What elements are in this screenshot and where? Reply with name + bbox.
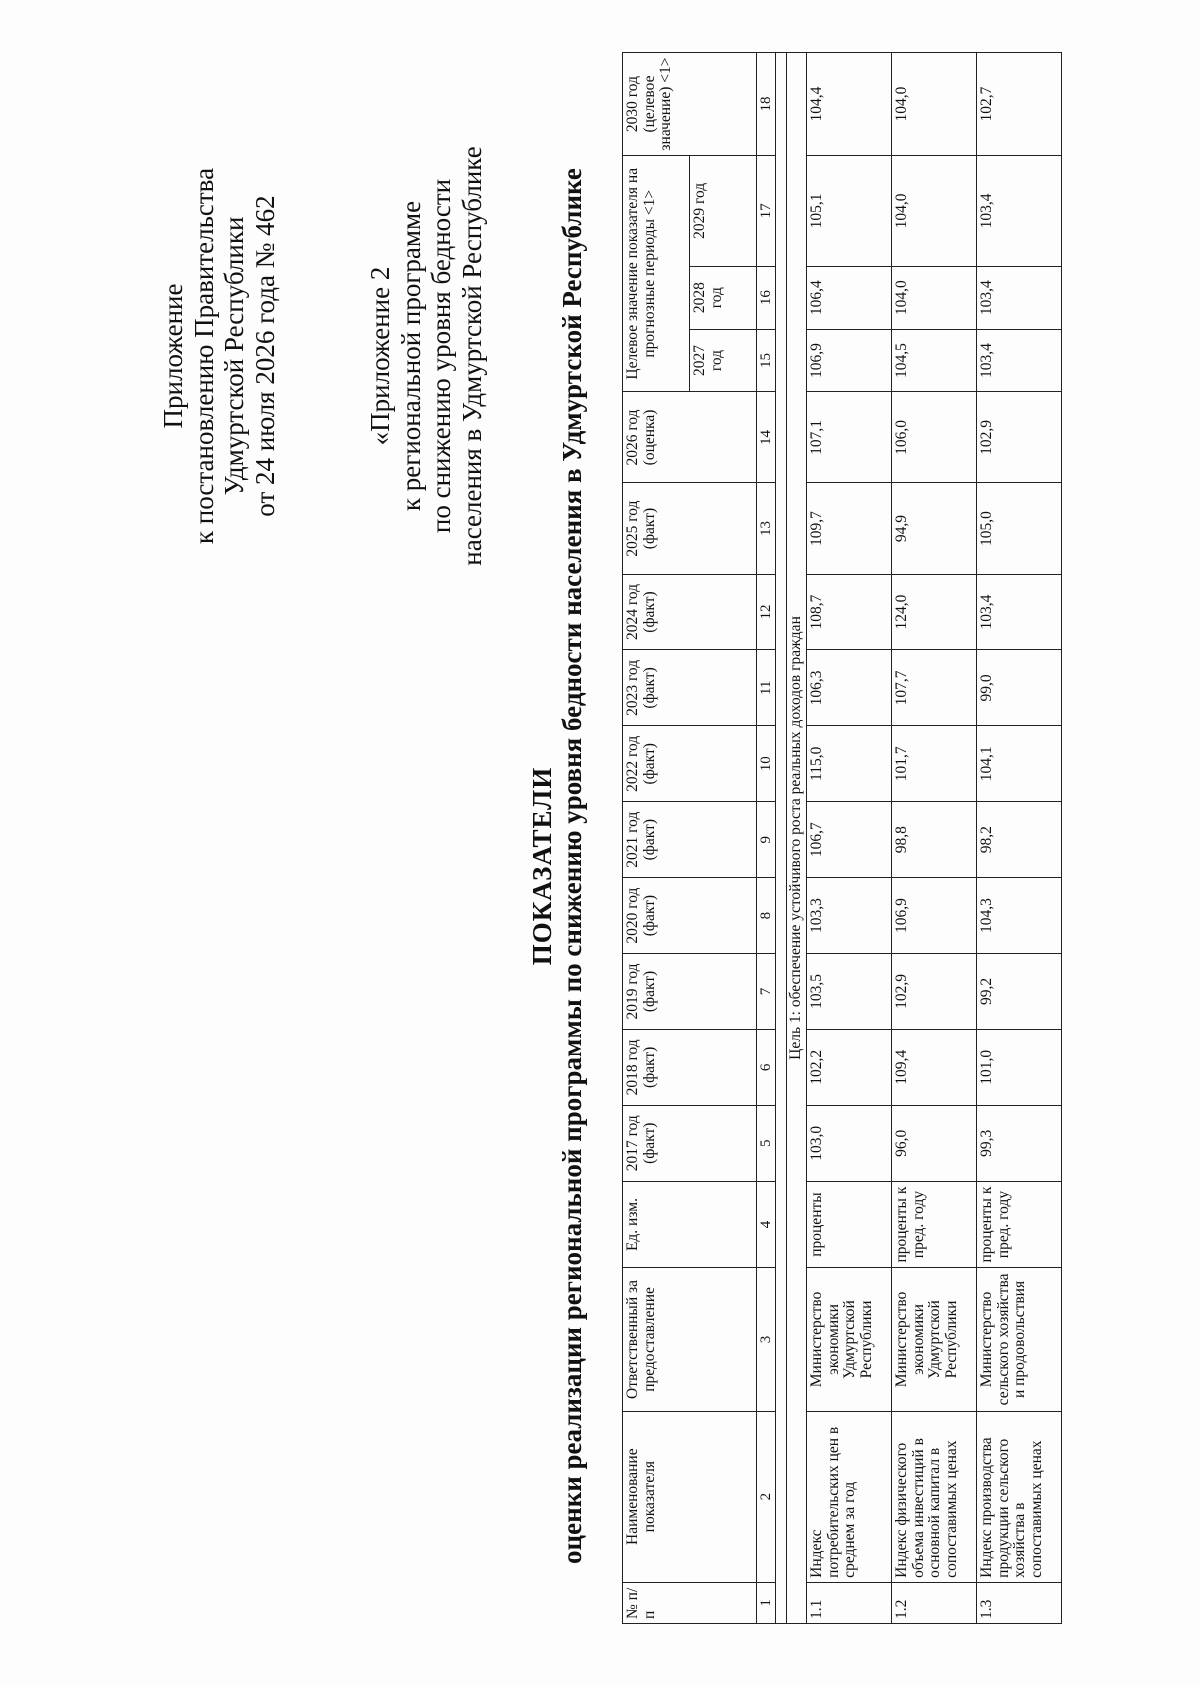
col-number: 3 (757, 1268, 776, 1411)
goal-text: Цель 1: обеспечение устойчивого роста реальных доходов граждан (787, 53, 807, 1624)
cell-2028: 103,4 (976, 266, 1061, 329)
cell-2029: 103,4 (976, 156, 1061, 267)
appendix-line-3: Удмуртской Республики (219, 216, 249, 496)
header-2022: 2022 год (факт) (623, 726, 757, 802)
cell-2026: 107,1 (806, 392, 891, 483)
header-num: № п/п (623, 1582, 757, 1623)
header-2017: 2017 год (факт) (623, 1105, 757, 1181)
col-number: 14 (757, 392, 776, 483)
col-number: 13 (757, 483, 776, 574)
row-name: Индекс производства продукции сельского хозяйства в сопоставимых ценах (976, 1411, 1061, 1582)
cell-2018: 101,0 (976, 1029, 1061, 1105)
table-row (976, 53, 1061, 1624)
cell-2024: 103,4 (976, 574, 1061, 650)
cell-2019: 102,9 (891, 954, 976, 1030)
cell-2020: 103,3 (806, 878, 891, 954)
header-row (623, 53, 690, 1624)
header-2019: 2019 год (факт) (623, 954, 757, 1030)
header-unit: Ед. изм. (623, 1181, 757, 1268)
header-2018: 2018 год (факт) (623, 1029, 757, 1105)
cell-2027: 104,5 (891, 329, 976, 392)
col-number: 12 (757, 574, 776, 650)
col-number: 17 (757, 156, 776, 267)
cell-2019: 103,5 (806, 954, 891, 1030)
title-subtitle: оценки реализации региональной программы по снижению уровня бедности населения в Удмуртской Республике (556, 168, 587, 1564)
cell-2024: 108,7 (806, 574, 891, 650)
col-number: 5 (757, 1105, 776, 1181)
cell-2024: 124,0 (891, 574, 976, 650)
col-number: 9 (757, 802, 776, 878)
cell-2020: 106,9 (891, 878, 976, 954)
header-2021: 2021 год (факт) (623, 802, 757, 878)
cell-2022: 104,1 (976, 726, 1061, 802)
annex-line-2: к региональной программе (395, 200, 426, 512)
col-number: 6 (757, 1029, 776, 1105)
cell-2025: 105,0 (976, 483, 1061, 574)
row-unit: проценты к пред. году (891, 1181, 976, 1268)
annex-line-3: по снижению уровня бедности (426, 178, 456, 534)
col-number: 18 (757, 53, 776, 156)
cell-2021: 106,7 (806, 802, 891, 878)
spacer-row (776, 53, 787, 1624)
col-number: 4 (757, 1181, 776, 1268)
annex-line-1: «Приложение 2 (365, 266, 395, 446)
cell-2030: 102,7 (976, 53, 1061, 156)
cell-2021: 98,2 (976, 802, 1061, 878)
cell-2029: 105,1 (806, 156, 891, 267)
cell-2030: 104,0 (891, 53, 976, 156)
cell-2028: 104,0 (891, 266, 976, 329)
cell-2019: 99,2 (976, 954, 1061, 1030)
row-responsible: Министерство экономики Удмуртской Республики (806, 1268, 891, 1411)
row-responsible: Министерство сельского хозяйства и продовольствия (976, 1268, 1061, 1411)
row-unit: проценты к пред. году (976, 1181, 1061, 1268)
indicators-table (622, 52, 1062, 1624)
annex-header (365, 56, 487, 656)
header-2024: 2024 год (факт) (623, 574, 757, 650)
cell-2020: 104,3 (976, 878, 1061, 954)
goal-row (787, 53, 807, 1624)
cell-2028: 106,4 (806, 266, 891, 329)
header-2029: 2029 год (690, 156, 757, 267)
cell-2027: 106,9 (806, 329, 891, 392)
cell-2023: 107,7 (891, 650, 976, 726)
cell-2026: 102,9 (976, 392, 1061, 483)
header-target-group: Целевое значение показателя на прогнозные периоды <1> (623, 156, 690, 392)
header-2030: 2030 год (целевое значение) <1> (623, 53, 757, 156)
header-responsible: Ответственный за предоставление (623, 1268, 757, 1411)
row-responsible: Министерство экономики Удмуртской Республики (891, 1268, 976, 1411)
cell-2022: 101,7 (891, 726, 976, 802)
table-row (891, 53, 976, 1624)
document-title (528, 166, 587, 1566)
cell-2025: 109,7 (806, 483, 891, 574)
cell-2025: 94,9 (891, 483, 976, 574)
header-2023: 2023 год (факт) (623, 650, 757, 726)
appendix-header (158, 56, 280, 656)
cell-2018: 102,2 (806, 1029, 891, 1105)
cell-2023: 99,0 (976, 650, 1061, 726)
column-number-row (757, 53, 776, 1624)
cell-2022: 115,0 (806, 726, 891, 802)
cell-2017: 96,0 (891, 1105, 976, 1181)
cell-2017: 103,0 (806, 1105, 891, 1181)
cell-2026: 106,0 (891, 392, 976, 483)
cell-2027: 103,4 (976, 329, 1061, 392)
header-2020: 2020 год (факт) (623, 878, 757, 954)
header-2026: 2026 год (оценка) (623, 392, 757, 483)
col-number: 10 (757, 726, 776, 802)
annex-line-4: населения в Удмуртской Республике (456, 146, 487, 566)
cell-2021: 98,8 (891, 802, 976, 878)
row-name: Индекс потребительских цен в среднем за год (806, 1411, 891, 1582)
appendix-line-1: Приложение (158, 283, 188, 429)
header-2028: 2028 год (690, 266, 757, 329)
cell-2017: 99,3 (976, 1105, 1061, 1181)
cell-2030: 104,4 (806, 53, 891, 156)
header-2027: 2027 год (690, 329, 757, 392)
cell-2018: 109,4 (891, 1029, 976, 1105)
title-main: ПОКАЗАТЕЛИ (527, 766, 557, 966)
header-2025: 2025 год (факт) (623, 483, 757, 574)
table-row (806, 53, 891, 1624)
col-number: 16 (757, 266, 776, 329)
col-number: 7 (757, 954, 776, 1030)
col-number: 8 (757, 878, 776, 954)
row-num: 1.3 (976, 1582, 1061, 1623)
header-name: Наименование показателя (623, 1411, 757, 1582)
col-number: 11 (757, 650, 776, 726)
col-number: 1 (757, 1582, 776, 1623)
cell-2023: 106,3 (806, 650, 891, 726)
cell-2029: 104,0 (891, 156, 976, 267)
row-unit: проценты (806, 1181, 891, 1268)
col-number: 15 (757, 329, 776, 392)
col-number: 2 (757, 1411, 776, 1582)
row-num: 1.2 (891, 1582, 976, 1623)
appendix-line-4: от 24 июля 2026 года № 462 (249, 195, 280, 517)
row-num: 1.1 (806, 1582, 891, 1623)
row-name: Индекс физического объема инвестиций в основной капитал в сопоставимых ценах (891, 1411, 976, 1582)
appendix-line-2: к постановлению Правительства (188, 167, 219, 545)
